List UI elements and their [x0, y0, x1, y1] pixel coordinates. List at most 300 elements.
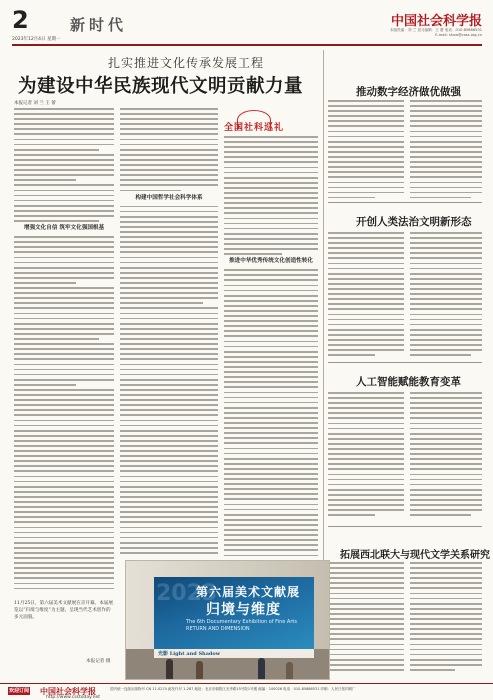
text-line [328, 489, 404, 491]
visitor-figure [286, 662, 293, 679]
text-line [410, 237, 482, 239]
text-line [410, 514, 471, 516]
text-line [120, 435, 218, 437]
text-line [410, 613, 482, 615]
text-line [328, 136, 404, 138]
masthead-info-line: E-mail: shxw@cass.org.cn [435, 33, 482, 37]
text-line [328, 664, 404, 666]
text-line [224, 504, 318, 506]
lead-subhead: 构建中国哲学社会科学体系 [135, 194, 203, 201]
text-line [328, 567, 404, 569]
text-line [328, 268, 404, 270]
text-line [14, 445, 114, 447]
text-line [410, 125, 482, 127]
text-line [328, 659, 404, 661]
text-line [120, 241, 218, 243]
text-line [328, 669, 404, 671]
text-line [410, 308, 482, 310]
text-line [14, 379, 114, 381]
text-line [410, 247, 482, 249]
text-line [328, 125, 404, 127]
text-line [224, 346, 318, 348]
text-line [224, 218, 318, 220]
text-line [14, 108, 114, 110]
text-line [14, 262, 114, 264]
text-line [328, 166, 404, 168]
text-line [328, 494, 404, 496]
text-line [224, 243, 318, 245]
text-line [328, 314, 404, 316]
text-line [328, 334, 404, 336]
text-line [328, 644, 404, 646]
text-line [120, 374, 218, 376]
text-line [120, 404, 218, 406]
text-line [224, 207, 318, 209]
text-line [328, 146, 404, 148]
text-line [328, 598, 404, 600]
text-line [224, 412, 318, 414]
text-line [410, 608, 482, 610]
text-line [328, 308, 404, 310]
text-line [224, 458, 318, 460]
text-line [410, 654, 482, 656]
text-line [120, 521, 218, 523]
text-line [224, 320, 318, 322]
text-line [328, 623, 404, 625]
text-line [410, 402, 482, 404]
text-line [410, 242, 482, 244]
text-line [120, 118, 218, 120]
lead-byline: 本报记者 刘 兰 王 蕾 [14, 101, 56, 106]
text-line [120, 420, 218, 422]
text-line [120, 154, 218, 156]
text-line [224, 534, 318, 536]
text-line [328, 100, 404, 102]
text-line [410, 587, 482, 589]
text-line [224, 335, 318, 337]
text-line [328, 263, 404, 265]
text-line [410, 463, 482, 465]
article-divider [328, 526, 482, 527]
text-line [328, 232, 404, 234]
visitor-figure [196, 661, 203, 679]
text-line [410, 458, 482, 460]
text-line [14, 465, 114, 467]
text-line [224, 146, 318, 148]
text-line [120, 123, 218, 125]
text-line [120, 399, 218, 401]
text-line [224, 356, 318, 358]
text-line [14, 420, 114, 422]
text-line [328, 252, 404, 254]
text-line [410, 509, 482, 511]
text-line [224, 448, 318, 450]
text-line [224, 544, 318, 546]
text-line [410, 192, 482, 194]
text-line [14, 542, 114, 544]
text-line [14, 323, 114, 325]
text-line [410, 110, 482, 112]
text-line [14, 338, 99, 340]
text-line [120, 144, 218, 146]
text-line [14, 215, 114, 217]
text-line [410, 562, 482, 564]
text-line [328, 141, 404, 143]
text-line [410, 423, 482, 425]
text-line [410, 156, 482, 158]
text-line [120, 394, 218, 396]
text-line [328, 151, 404, 153]
text-line [410, 288, 482, 290]
text-line [14, 318, 114, 320]
text-line [224, 182, 318, 184]
text-line [410, 659, 482, 661]
text-line [410, 171, 482, 173]
text-line [14, 313, 114, 315]
text-line [410, 669, 455, 671]
text-line [14, 374, 114, 376]
text-line [410, 182, 482, 184]
text-line [14, 384, 76, 386]
text-line [14, 241, 114, 243]
text-line [120, 226, 218, 228]
text-line [410, 120, 482, 122]
text-line [120, 128, 218, 130]
exhibition-title-english: The 6th Documentary Exhibition of Fine Arts [186, 619, 297, 625]
text-line [120, 470, 218, 472]
text-line [14, 506, 114, 508]
text-line [14, 118, 114, 120]
text-line [224, 305, 318, 307]
text-line [224, 197, 318, 199]
text-line [328, 484, 404, 486]
text-line [14, 470, 114, 472]
text-line [410, 136, 482, 138]
text-line [410, 417, 482, 419]
text-line [14, 476, 114, 478]
text-line [328, 237, 404, 239]
text-line [120, 353, 218, 355]
text-line [224, 248, 318, 250]
text-line [120, 501, 218, 503]
lead-column-2 [120, 108, 218, 556]
exhibition-theme: 归境与维度 [206, 602, 281, 618]
text-line [410, 166, 482, 168]
text-line [328, 324, 404, 326]
text-line [224, 177, 318, 179]
text-line [224, 253, 282, 255]
text-line [224, 238, 318, 240]
text-line [120, 364, 218, 366]
article-body [328, 232, 404, 358]
text-line [328, 608, 404, 610]
text-line [120, 262, 218, 264]
text-line [120, 379, 218, 381]
text-line [328, 509, 404, 511]
text-line [224, 223, 318, 225]
text-line [328, 433, 404, 435]
text-line [410, 504, 482, 506]
text-line [224, 300, 318, 302]
lead-subhead: 推进中华优秀传统文化创造性转化 [229, 258, 313, 265]
section-title: 新时代 [70, 16, 128, 34]
text-line [410, 494, 482, 496]
text-line [224, 549, 318, 551]
text-line [328, 349, 404, 351]
text-line [14, 552, 114, 554]
text-line [120, 542, 218, 544]
text-line [14, 588, 114, 590]
text-line [224, 417, 318, 419]
article-body [410, 392, 482, 522]
text-line [224, 514, 318, 516]
text-line [410, 474, 482, 476]
text-line [14, 491, 114, 493]
text-line [410, 443, 482, 445]
text-line [328, 448, 404, 450]
text-line [14, 527, 114, 529]
text-line [120, 465, 218, 467]
text-line [328, 257, 404, 259]
text-line [328, 458, 404, 460]
text-line [328, 593, 404, 595]
text-line [328, 618, 404, 620]
text-line [224, 295, 318, 297]
text-line [120, 272, 218, 274]
text-line [14, 154, 114, 156]
text-line [224, 509, 318, 511]
masthead-info [302, 28, 482, 38]
text-line [410, 582, 482, 584]
text-line [328, 354, 375, 356]
text-line [410, 572, 482, 574]
text-line [14, 547, 114, 549]
text-line [120, 149, 218, 151]
text-line [224, 187, 318, 189]
text-line [120, 251, 218, 253]
banner-number: 2023 [156, 581, 218, 606]
article-body [410, 562, 482, 678]
text-line [328, 171, 404, 173]
text-line [410, 407, 482, 409]
text-line [120, 552, 218, 554]
text-line [410, 479, 482, 481]
page-number: 2 [12, 6, 29, 34]
text-line [410, 314, 482, 316]
text-line [328, 120, 404, 122]
masthead-info-line: 本版责编：刘 兰 见习编辑：王 蕾 电话：010-85886531 [389, 28, 482, 32]
text-line [410, 649, 482, 651]
text-line [14, 174, 114, 176]
text-line [14, 205, 114, 207]
article-body [328, 100, 404, 198]
text-line [14, 292, 114, 294]
text-line [410, 131, 482, 133]
text-line [328, 572, 404, 574]
text-line [120, 164, 218, 166]
text-line [328, 397, 404, 399]
text-line [224, 371, 318, 373]
text-line [120, 511, 218, 513]
text-line [328, 603, 404, 605]
text-line [224, 376, 318, 378]
text-line [410, 489, 482, 491]
footer-website[interactable]: http://www.csstoday.net [46, 695, 100, 700]
text-line [328, 438, 404, 440]
text-line [120, 384, 218, 386]
text-line [224, 555, 318, 557]
text-line [14, 333, 114, 335]
text-line [14, 159, 114, 161]
text-line [328, 344, 404, 346]
text-line [328, 182, 404, 184]
text-line [328, 110, 404, 112]
text-line [328, 319, 404, 321]
text-line [328, 638, 404, 640]
text-line [120, 211, 218, 213]
text-line [410, 438, 482, 440]
text-line [120, 236, 218, 238]
text-line [410, 324, 482, 326]
text-line [224, 330, 318, 332]
text-line [120, 481, 218, 483]
text-line [120, 318, 218, 320]
text-line [120, 184, 218, 186]
text-line [328, 479, 404, 481]
photo-credit: 本报记者 摄 [86, 659, 111, 664]
text-line [224, 285, 318, 287]
text-line [328, 392, 404, 394]
text-line [410, 453, 482, 455]
text-line [120, 277, 218, 279]
text-line [328, 504, 404, 506]
text-line [14, 246, 114, 248]
text-line [14, 128, 114, 130]
text-line [410, 664, 482, 666]
text-line [14, 133, 114, 135]
text-line [120, 216, 218, 218]
text-line [120, 476, 218, 478]
text-line [120, 527, 218, 529]
text-line [224, 483, 318, 485]
text-line [328, 176, 404, 178]
text-line [410, 187, 482, 189]
text-line [14, 521, 114, 523]
text-line [120, 440, 218, 442]
text-line [410, 593, 482, 595]
text-line [120, 169, 218, 171]
text-line [328, 613, 404, 615]
text-line [120, 179, 218, 181]
text-line [14, 287, 114, 289]
text-line [14, 572, 114, 574]
text-line [224, 402, 318, 404]
text-line [328, 453, 404, 455]
text-line [224, 488, 318, 490]
article-divider [328, 362, 482, 363]
text-line [224, 407, 318, 409]
text-line [410, 412, 482, 414]
text-line [14, 455, 114, 457]
text-line [14, 328, 114, 330]
text-line [14, 440, 114, 442]
text-line [410, 278, 482, 280]
text-line [14, 302, 114, 304]
text-line [328, 197, 375, 198]
text-line [410, 298, 482, 300]
text-line [120, 369, 218, 371]
text-line [224, 212, 318, 214]
text-line [410, 334, 482, 336]
text-line [328, 412, 404, 414]
text-line [328, 242, 404, 244]
text-line [14, 195, 114, 197]
text-line [14, 496, 114, 498]
text-line [328, 293, 404, 295]
text-line [224, 315, 318, 317]
text-line [410, 151, 482, 153]
visitor-figure [258, 658, 265, 679]
article-title: 人工智能赋能教育变革 [356, 376, 461, 388]
text-line [14, 353, 114, 355]
text-line [328, 499, 404, 501]
text-line [410, 257, 482, 259]
text-line [14, 210, 114, 212]
article-body [328, 562, 404, 678]
masthead [12, 6, 482, 56]
text-line [224, 361, 318, 363]
text-line [410, 628, 482, 630]
text-line [224, 351, 318, 353]
paper-name: 中国社会科学报 [390, 14, 482, 29]
text-line [224, 156, 318, 158]
text-line [224, 493, 318, 495]
text-line [410, 623, 482, 625]
text-line [120, 506, 218, 508]
text-line [224, 539, 318, 541]
text-line [410, 397, 482, 399]
text-line [120, 287, 218, 289]
article-title: 开创人类法治文明新形态 [356, 216, 472, 228]
text-line [410, 197, 471, 198]
text-line [120, 537, 218, 539]
lead-column-1 [14, 108, 114, 596]
page-footer [0, 683, 493, 700]
text-line [410, 344, 482, 346]
visitor-figure [166, 659, 173, 679]
text-line [328, 468, 404, 470]
text-line [120, 313, 218, 315]
text-line [120, 358, 218, 360]
text-line [14, 511, 114, 513]
text-line [328, 633, 404, 635]
text-line [328, 105, 404, 107]
text-line [328, 562, 404, 564]
text-line [14, 251, 114, 253]
text-line [328, 283, 404, 285]
text-line [410, 428, 482, 430]
text-line [224, 141, 318, 143]
text-line [120, 460, 218, 462]
text-line [328, 474, 404, 476]
text-line [224, 392, 318, 394]
text-line [120, 333, 218, 335]
text-line [410, 448, 482, 450]
photo-caption: 11月25日，第六届美术文献展在京开幕。本届展览以“归境与维度”为主题，呈现当代艺术创作的多元面貌。 [14, 601, 113, 620]
text-line [14, 200, 114, 202]
footer-paper-name: 中国社会科学报 [40, 686, 96, 696]
text-line [224, 463, 318, 465]
